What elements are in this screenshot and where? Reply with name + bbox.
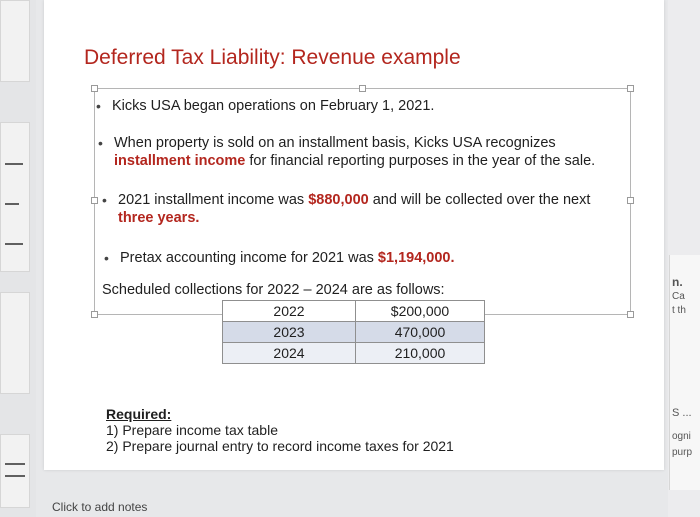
amount-cell: 210,000	[356, 343, 485, 364]
year-cell: 2023	[223, 322, 356, 343]
bullet-text: Pretax accounting income for 2021 was	[120, 250, 378, 266]
slide-canvas[interactable]	[44, 0, 664, 470]
resize-handle[interactable]	[91, 311, 98, 318]
resize-handle[interactable]	[91, 85, 98, 92]
slide-thumbnail[interactable]	[0, 122, 30, 272]
slide-thumbnail[interactable]	[0, 292, 30, 394]
required-heading: Required:	[106, 406, 172, 422]
resize-handle[interactable]	[91, 197, 98, 204]
required-item: 2) Prepare journal entry to record income taxes for 2021	[106, 438, 454, 454]
bullet-dot-icon: •	[98, 135, 103, 151]
thumbnail-line	[5, 243, 23, 245]
slide-thumbnail[interactable]	[0, 434, 30, 508]
bullet-text: 2021 installment income was	[118, 192, 309, 208]
slide-thumbnail[interactable]	[0, 0, 30, 82]
bullet-item	[96, 97, 612, 115]
amount-cell: $200,000	[356, 301, 485, 322]
table-row	[223, 322, 485, 343]
three-years-highlight: three years.	[118, 210, 200, 226]
amount-cell: 470,000	[356, 322, 485, 343]
resize-handle[interactable]	[627, 85, 634, 92]
notes-placeholder[interactable]: Click to add notes	[52, 500, 148, 514]
required-section	[106, 406, 454, 454]
bullet-dot-icon: •	[102, 192, 107, 208]
required-item: 1) Prepare income tax table	[106, 422, 278, 438]
bullet-text: Kicks USA began operations on February 1, 2021.	[112, 98, 435, 114]
thumbnail-line	[5, 463, 25, 465]
year-cell: 2022	[223, 301, 356, 322]
resize-handle[interactable]	[627, 311, 634, 318]
bullet-item	[98, 134, 644, 170]
slide-title[interactable]: Deferred Tax Liability: Revenue example	[84, 46, 461, 69]
bullet-item	[104, 249, 620, 267]
bullet-dot-icon: •	[96, 98, 101, 114]
bullet-text: and will be collected over the next	[368, 192, 591, 208]
panel-text-fragment: n.	[672, 275, 683, 289]
slide-thumbnail-pane	[0, 0, 36, 517]
bullet-item	[102, 191, 638, 227]
side-panel[interactable]	[669, 255, 700, 490]
thumbnail-line	[5, 203, 19, 205]
year-cell: 2024	[223, 343, 356, 364]
pretax-income-amount: $1,194,000.	[377, 250, 455, 266]
table-row	[223, 301, 485, 322]
scheduled-collections-table[interactable]	[222, 300, 485, 364]
installment-income-highlight: installment income	[114, 153, 246, 169]
panel-text-fragment: S ...	[672, 407, 692, 419]
thumbnail-line	[5, 163, 23, 165]
panel-text-fragment: purp	[672, 447, 693, 458]
schedule-intro: Scheduled collections for 2022 – 2024 are as follows:	[102, 282, 445, 298]
panel-text-fragment: Ca	[672, 291, 685, 302]
installment-amount: $880,000	[308, 192, 369, 208]
resize-handle[interactable]	[359, 85, 366, 92]
bullet-text: When property is sold on an installment basis, Kicks USA recognizes	[114, 135, 556, 151]
panel-text-fragment: ogni	[672, 431, 691, 442]
bullet-text: for financial reporting purposes in the year of the sale.	[245, 153, 596, 169]
panel-text-fragment: t th	[672, 305, 686, 316]
bullet-dot-icon: •	[104, 250, 109, 266]
thumbnail-line	[5, 475, 25, 477]
table-row	[223, 343, 485, 364]
